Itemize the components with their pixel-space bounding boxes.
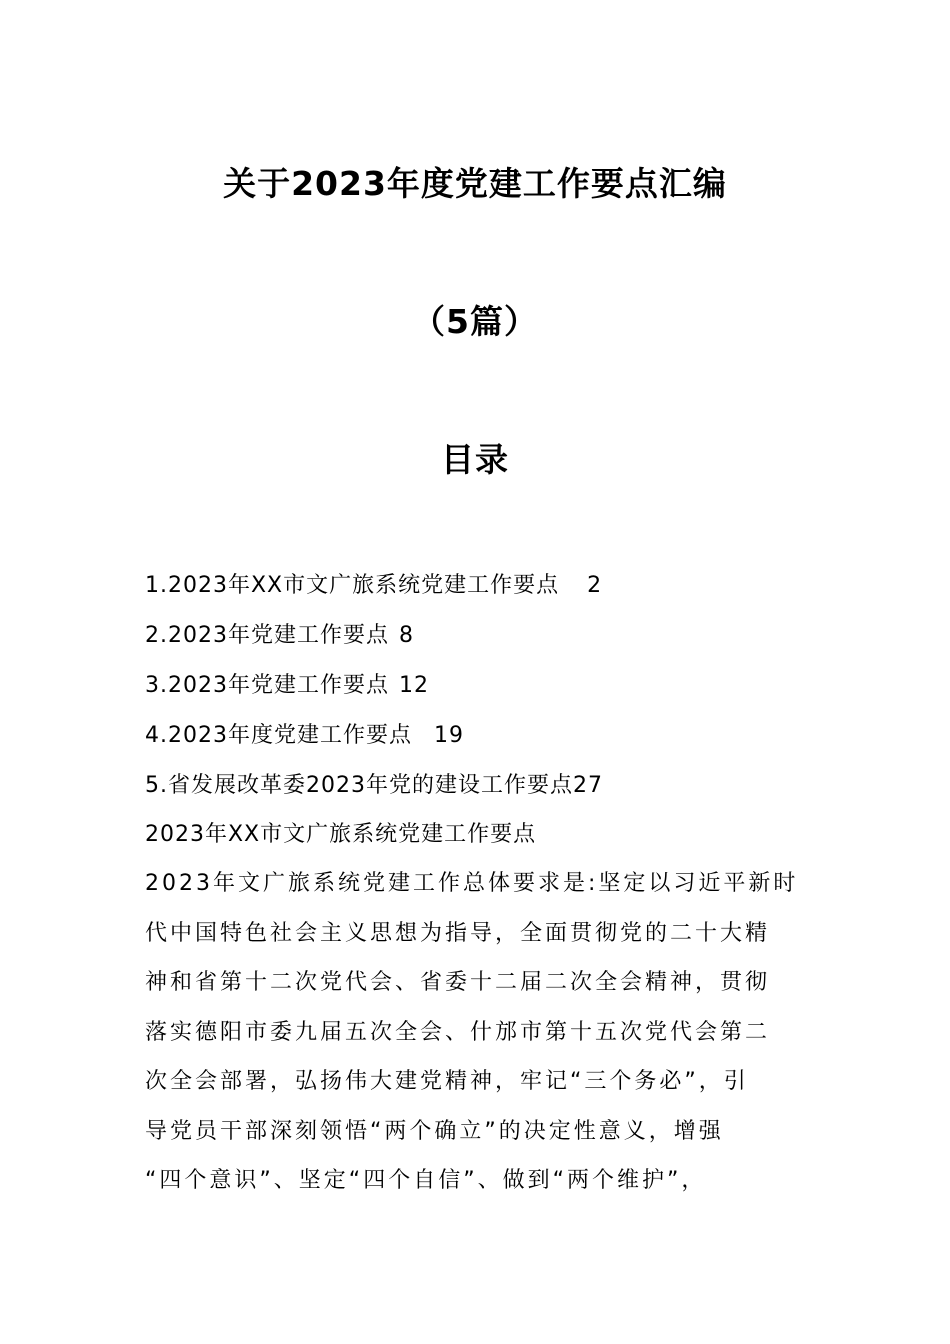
toc-entry-page: 2 (587, 573, 603, 598)
toc-entry-label: 5.省发展改革委2023年党的建设工作要点 (145, 773, 573, 798)
body-line: 次全会部署，弘扬伟大建党精神，牢记“三个务必”，引 (145, 1069, 749, 1094)
body-paragraph (145, 869, 810, 1216)
document-subtitle: （5篇） (412, 302, 538, 341)
section-heading: 2023年XX市文广旅系统党建工作要点 (145, 822, 537, 847)
body-line: 落实德阳市委九届五次全会、什邡市第十五次党代会第二 (145, 1019, 771, 1045)
body-line: 代中国特色社会主义思想为指导，全面贯彻党的二十大精 (145, 920, 771, 946)
body-line: 2023年文广旅系统党建工作总体要求是:坚定以习近平新时 (145, 871, 799, 896)
toc-entry-page: 27 (572, 773, 603, 798)
toc-entry-label: 1.2023年XX市文广旅系统党建工作要点 (145, 573, 560, 598)
toc-entry-label: 4.2023年度党建工作要点 (145, 723, 412, 748)
body-line: 导党员干部深刻领悟“两个确立”的决定性意义，增强 (145, 1118, 724, 1144)
toc-entry-label: 2.2023年党建工作要点 (145, 623, 389, 648)
toc-entry-1[interactable] (145, 571, 825, 621)
toc-entry-page: 19 (433, 723, 464, 748)
toc-entry-page: 8 (398, 623, 414, 648)
toc-entry-5[interactable] (145, 771, 825, 821)
toc-entry-2[interactable] (145, 621, 825, 671)
body-line: 神和省第十二次党代会、省委十二届二次全会精神，贯彻 (145, 970, 771, 995)
toc-entry-3[interactable] (145, 671, 825, 721)
toc-entry-page: 12 (398, 673, 429, 698)
toc-heading: 目录 (441, 440, 509, 479)
toc-entry-4[interactable] (145, 721, 825, 771)
body-line: “四个意识”、坚定“四个自信”、做到“两个维护”， (145, 1168, 707, 1193)
document-title: 关于2023年度党建工作要点汇编 (223, 164, 727, 203)
table-of-contents (145, 571, 825, 821)
toc-entry-label: 3.2023年党建工作要点 (145, 673, 389, 698)
